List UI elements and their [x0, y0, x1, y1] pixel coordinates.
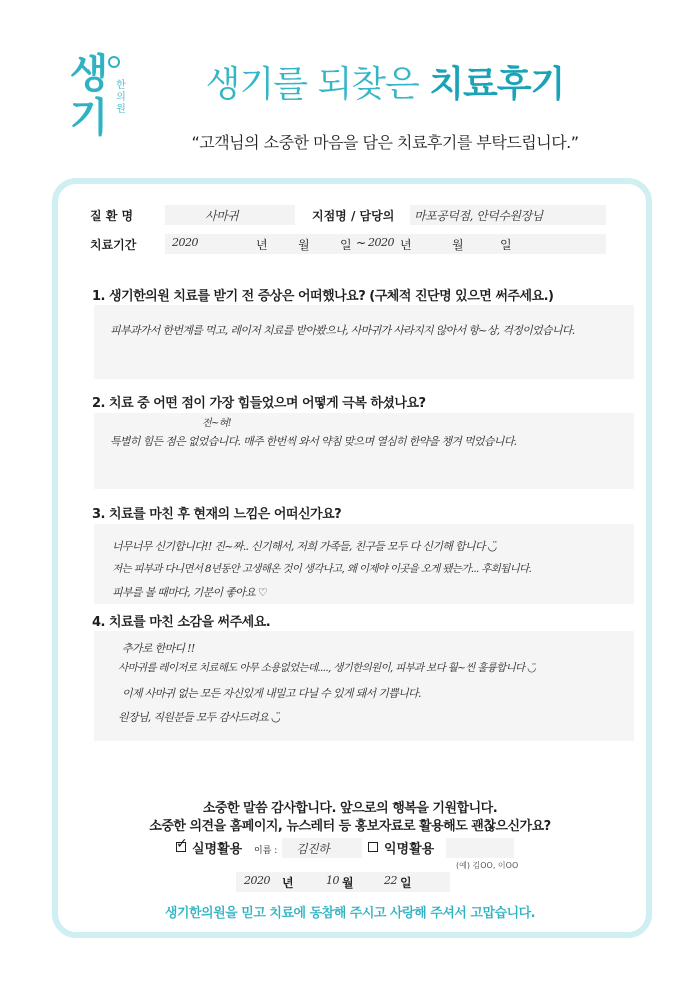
logo-wordmark: 생기: [69, 51, 107, 141]
period-year-unit-1: 년: [256, 238, 268, 252]
disease-label: 질 환 명: [90, 209, 134, 223]
anonymous-option-label: 익명활용: [384, 842, 435, 857]
period-label: 치료기간: [90, 238, 137, 252]
period-day-unit-1: 일: [340, 238, 352, 252]
name-example: (예) 김OO, 이OO: [456, 861, 519, 870]
real-name-option-label: 실명활용: [192, 842, 243, 857]
date-year: 2020: [244, 874, 270, 887]
date-month: 10: [326, 874, 339, 887]
check-mark-icon: ✓: [176, 836, 188, 852]
title-prefix: 생기를 되찾은: [205, 64, 430, 105]
question-2: 2. 치료 중 어떤 점이 가장 힘들었으며 어떻게 극복 하셨나요?: [92, 396, 426, 411]
period-year-unit-2: 년: [400, 238, 412, 252]
date-year-unit: 년: [282, 876, 294, 890]
period-month-unit-1: 월: [298, 238, 310, 252]
logo-subtext: 한의원: [116, 80, 126, 115]
answer-3-line-3: 피부를 볼 때마다, 기분이 좋아요 ♡: [112, 586, 267, 599]
answer-4-line-2: 사마귀를 레이저로 치료해도 아무 소용없었는데...., 생기한의원이, 피부과 보다 훨~씬 훌륭합니다 ◡̈: [118, 662, 536, 674]
answer-3-line-1: 너무너무 신기합니다!! 진~짜.. 신기해서, 저희 가족들, 친구들 모두 다 신기해 합니다 ◡̈: [112, 540, 497, 553]
date-day-unit: 일: [400, 876, 412, 890]
logo-dot-icon: [108, 56, 120, 68]
period-month-unit-2: 월: [452, 238, 464, 252]
period-day-unit-2: 일: [500, 238, 512, 252]
answer-3-line-2: 저는 피부과 다니면서 8년동안 고생해온 것이 생각나고, 왜 이제야 이곳을 오게 됐는가... 후회됩니다.: [112, 563, 532, 575]
name-value: 김진하: [296, 842, 330, 856]
answer-2-box[interactable]: [94, 413, 634, 489]
branch-value: 마포공덕점, 안덕수원장님: [414, 209, 543, 223]
answer-4-line-4: 원장님, 직원분들 모두 감사드려요 ◡̈: [118, 711, 280, 724]
date-month-unit: 월: [342, 876, 354, 890]
title-emphasis: 치료후기: [429, 64, 565, 105]
anonymous-name-field[interactable]: [446, 838, 514, 858]
question-1: 1. 생기한의원 치료를 받기 전 증상은 어떠했나요? (구체적 진단명 있으면 써주세요.): [92, 289, 554, 304]
period-start-year: 2020: [172, 236, 198, 249]
date-day: 22: [384, 874, 397, 887]
closing-thanks: 소중한 말씀 감사합니다. 앞으로의 행복을 기원합니다.: [202, 801, 498, 816]
period-end-year: 2020: [368, 236, 394, 249]
period-tilde: ~: [356, 236, 367, 250]
answer-1-line-1: 피부과가서 한번계를 먹고, 레이저 치료를 받아봤으나, 사마귀가 사라지지 않아서 항~상, 걱정이었습니다.: [110, 324, 575, 337]
page-title: [150, 62, 620, 108]
answer-1-box[interactable]: [94, 305, 634, 379]
answer-4-line-3: 이제 사마귀 없는 모든 자신있게 내밀고 다닐 수 있게 돼서 기쁩니다.: [122, 687, 421, 700]
anonymous-checkbox[interactable]: [368, 842, 378, 852]
brand-logo: [60, 52, 130, 162]
branch-label: 지점명 / 담당의: [312, 209, 395, 223]
name-label: 이름 :: [254, 846, 278, 856]
answer-2-line-1: 특별히 힘든 점은 없었습니다. 매주 한번씩 와서 약침 맞으며 열심히 한약을 챙겨 먹었습니다.: [110, 435, 517, 448]
question-3: 3. 치료를 마친 후 현재의 느낌은 어떠신가요?: [92, 507, 342, 522]
answer-2-insert: 전~혀!: [202, 418, 231, 429]
question-4: 4. 치료를 마친 소감을 써주세요.: [92, 615, 271, 630]
page-subtitle: “고객님의 소중한 마음을 담은 치료후기를 부탁드립니다.”: [191, 133, 579, 152]
answer-4-line-1: 추가로 한마디 !!: [122, 642, 195, 655]
disease-value: 사마귀: [205, 209, 239, 223]
closing-consent-question: 소중한 의견을 홈페이지, 뉴스레터 등 홍보자료로 활용해도 괜찮으신가요?: [149, 819, 551, 834]
footer-thanks: 생기한의원을 믿고 치료에 동참해 주시고 사랑해 주셔서 고맙습니다.: [164, 906, 536, 921]
